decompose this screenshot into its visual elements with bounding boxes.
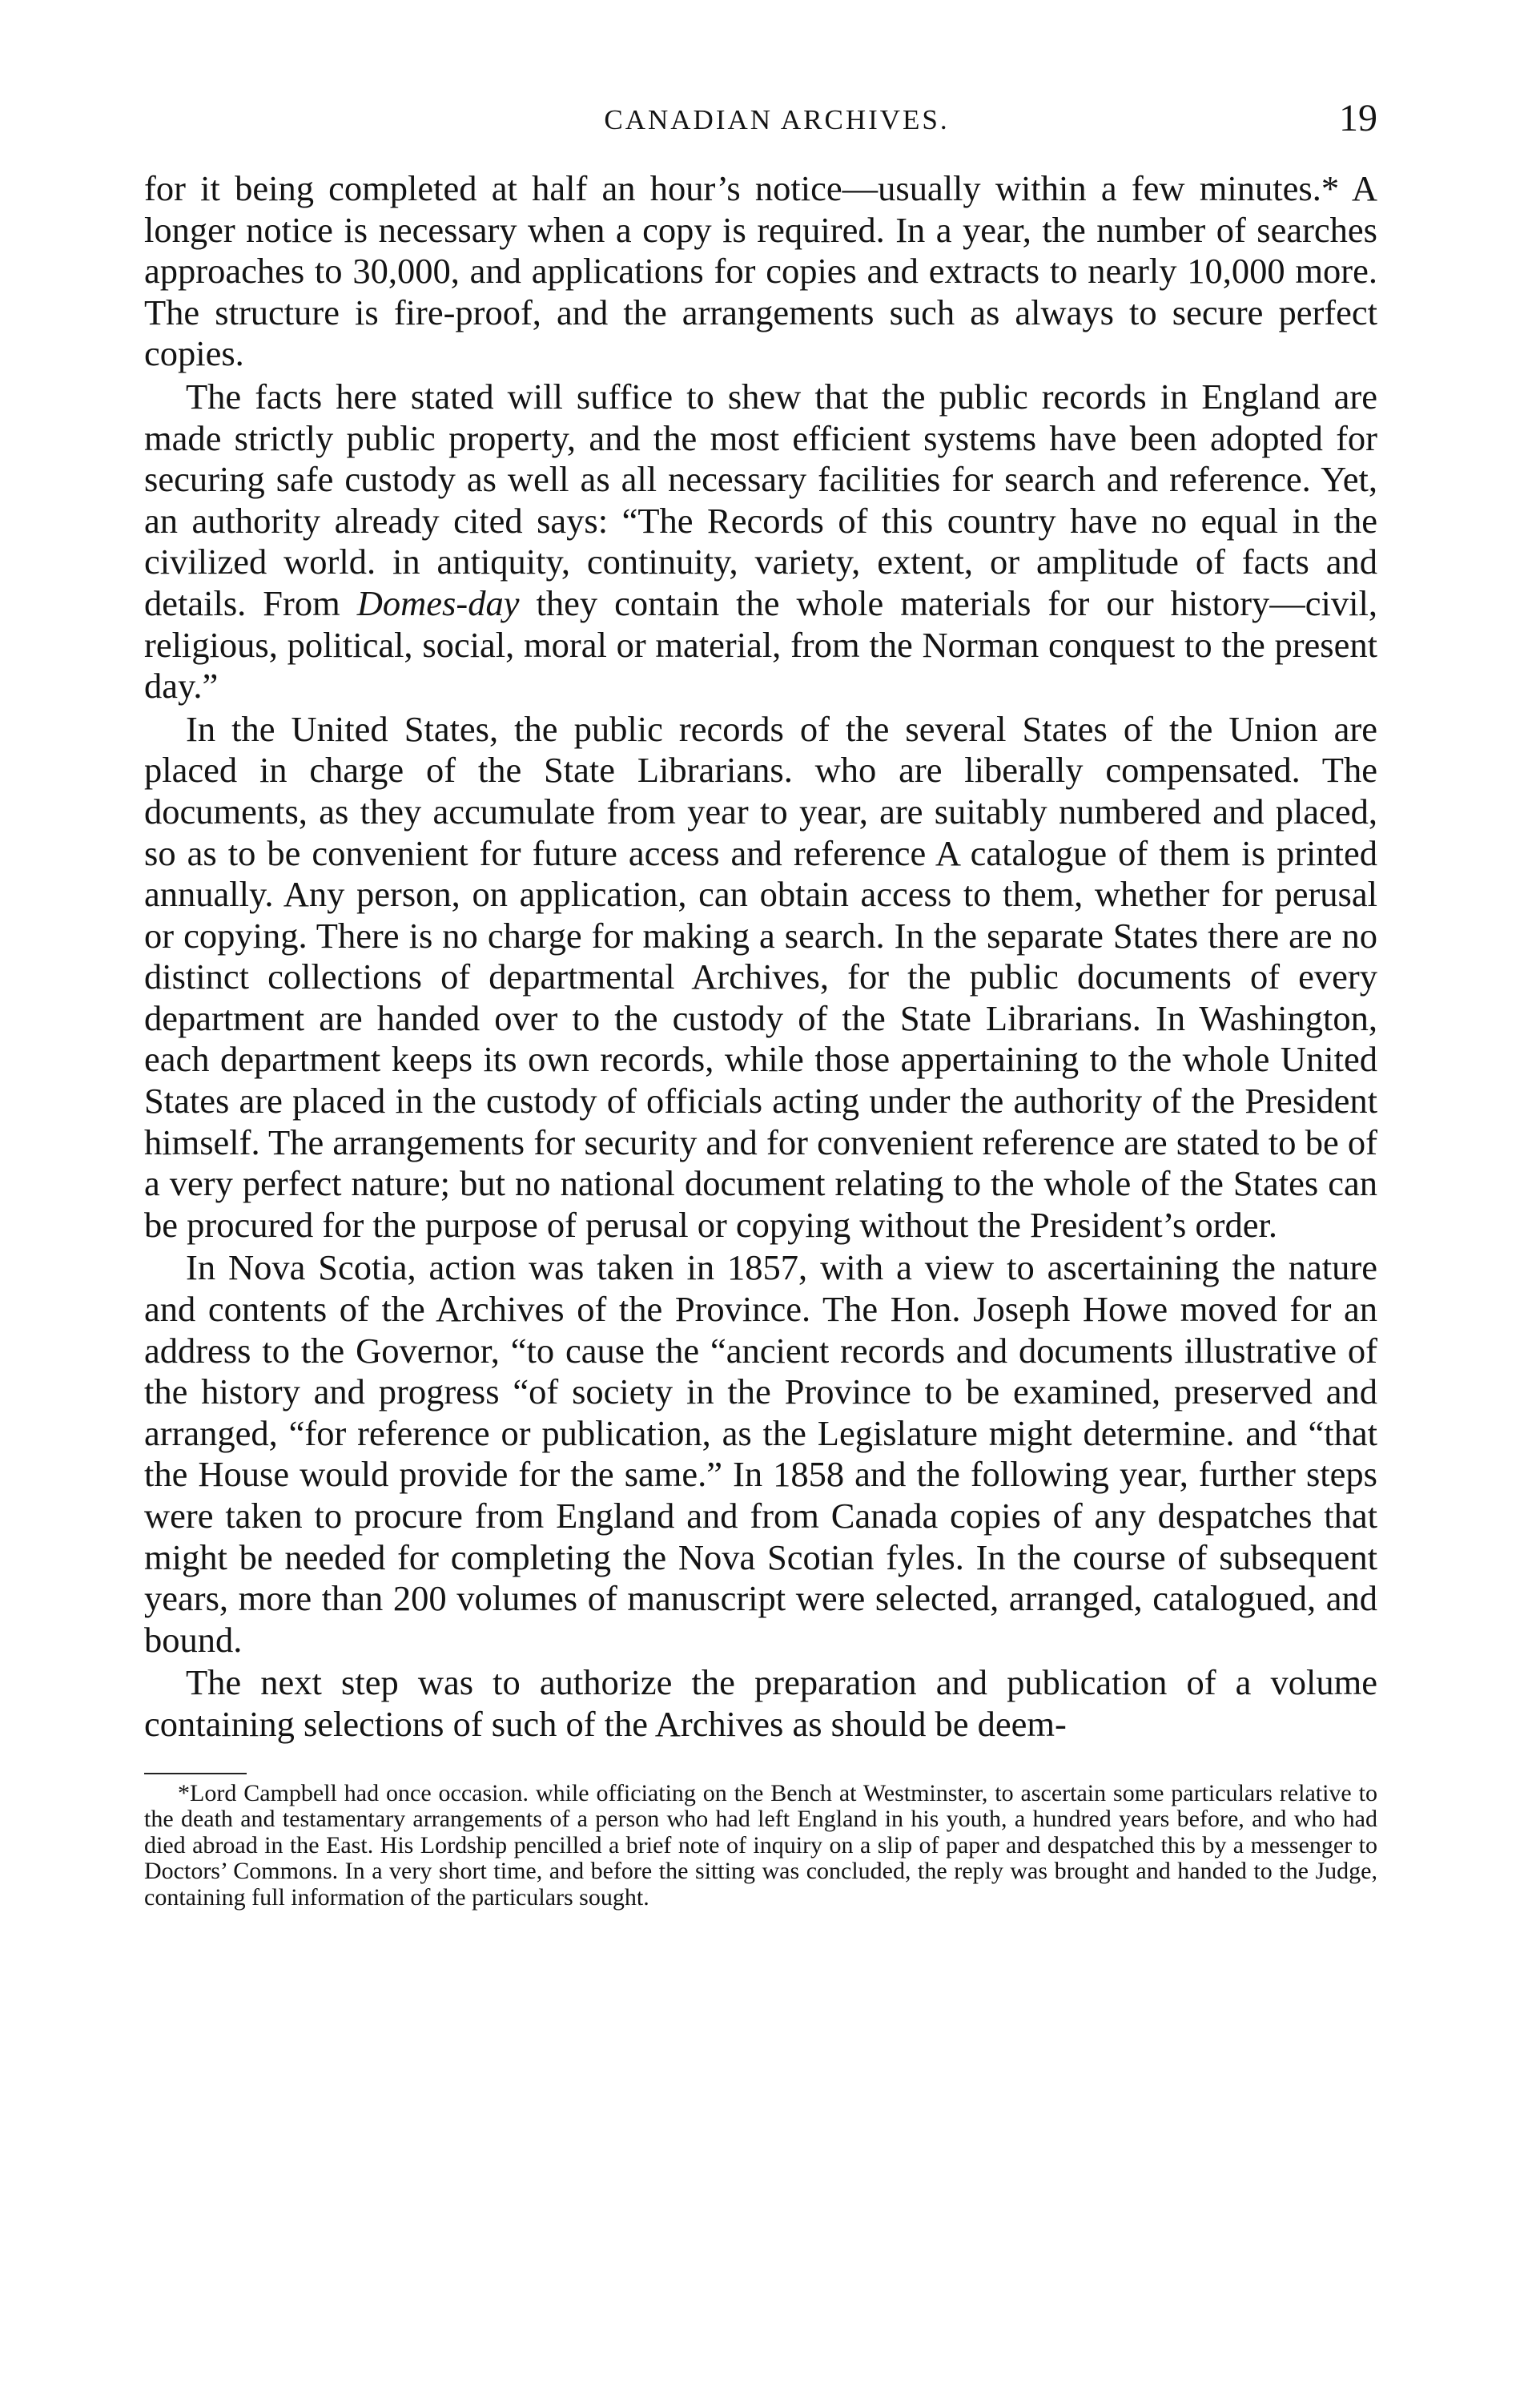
page-number: 19 xyxy=(1339,97,1377,139)
paragraph xyxy=(144,709,1377,1246)
text-run: In Nova Scotia, action was taken in 1857, with a view to ascertaining the nature and contents of the Archives of the Province. The Hon. Joseph Howe moved for an address to the Governor, “to cause the “ancient records and documents illustrative of the history and progress “of society in the Province to be examined, preserved and arranged, “for reference or publication, as the Legislature might determine. and “that the House would provide for the same.” In 1858 and the following year, further steps were taken to procure from England and from Canada copies of any despatches that might be needed for completing the Nova Scotian fyles. In the course of subsequent years, more than 200 volumes of manuscript were selected, arranged, catalogued, and bound. xyxy=(144,1247,1377,1660)
paragraph xyxy=(144,1247,1377,1661)
body-text xyxy=(144,168,1377,1746)
text-run: they contain the whole materials for our history—civil, religious, political, social, moral or material, from the Norman conquest to the present day.” xyxy=(144,582,1378,707)
text-run: In the United States, the public records of the several States of the Union are placed in charge of the State Librarians. who are liberally compensated. The documents, as they accumulate from year to year, are suitably numbered and placed, so as to be convenient for future access and reference A catalogue of them is printed annually. Any person, on application, can obtain access to them, whether for perusal or copying. There is no charge for making a search. In the separate States there are no distinct collections of departmental Archives, for the public documents of every department are handed over to the custody of the State Librarians. In Washington, each department keeps its own records, while those appertaining to the whole United States are placed in the custody of officials acting under the authority of the President himself. The arrangements for security and for convenient reference are stated to be of a very perfect nature; but no national document relating to the whole of the States can be procured for the purpose of perusal or copying without the President’s order. xyxy=(144,708,1377,1245)
text-run: for it being completed at half an hour’s notice—usually within a few minutes.* A longer notice is necessary when a copy is required. In a year, the number of searches approaches to 30,000, and applications for copies and extracts to nearly 10,000 more. The structure is fire-proof, and the arrangements such as always to secure perfect copies. xyxy=(144,168,1377,374)
paragraph xyxy=(144,377,1377,707)
footnote: *Lord Campbell had once occasion. while officiating on the Bench at Westminster, to ascertain some particulars relative to the death and testamentary arrangements of a person who had left England in his youth, a hundred years before, and who had died abroad in the East. His Lordship pencilled a brief note of inquiry on a slip of paper and despatched this by a messenger to Doctors’ Commons. In a very short time, and before the sitting was concluded, the reply was brought and handed to the Judge, containing full information of the particulars sought. xyxy=(144,1779,1377,1911)
paragraph xyxy=(144,1662,1377,1745)
running-head xyxy=(144,97,1377,168)
paragraph xyxy=(144,168,1377,375)
text-run: The next step was to authorize the preparation and publication of a volume containing selections of such of the Archives as should be deem- xyxy=(144,1662,1377,1744)
text-run: The facts here stated will suffice to shew that the public records in England are made strictly public property, and the most efficient systems have been adopted for securing safe custody as well as all necessary facilities for search and reference. Yet, an authority already cited says: “The Records of this country have no equal in the civilized world. in antiquity, continuity, variety, extent, or amplitude of facts and details. From xyxy=(144,376,1377,623)
footnote-divider xyxy=(144,1773,247,1774)
book-page xyxy=(144,97,1378,1911)
italic-term: Domes-day xyxy=(356,582,520,623)
running-title: CANADIAN ARCHIVES. xyxy=(604,104,950,135)
